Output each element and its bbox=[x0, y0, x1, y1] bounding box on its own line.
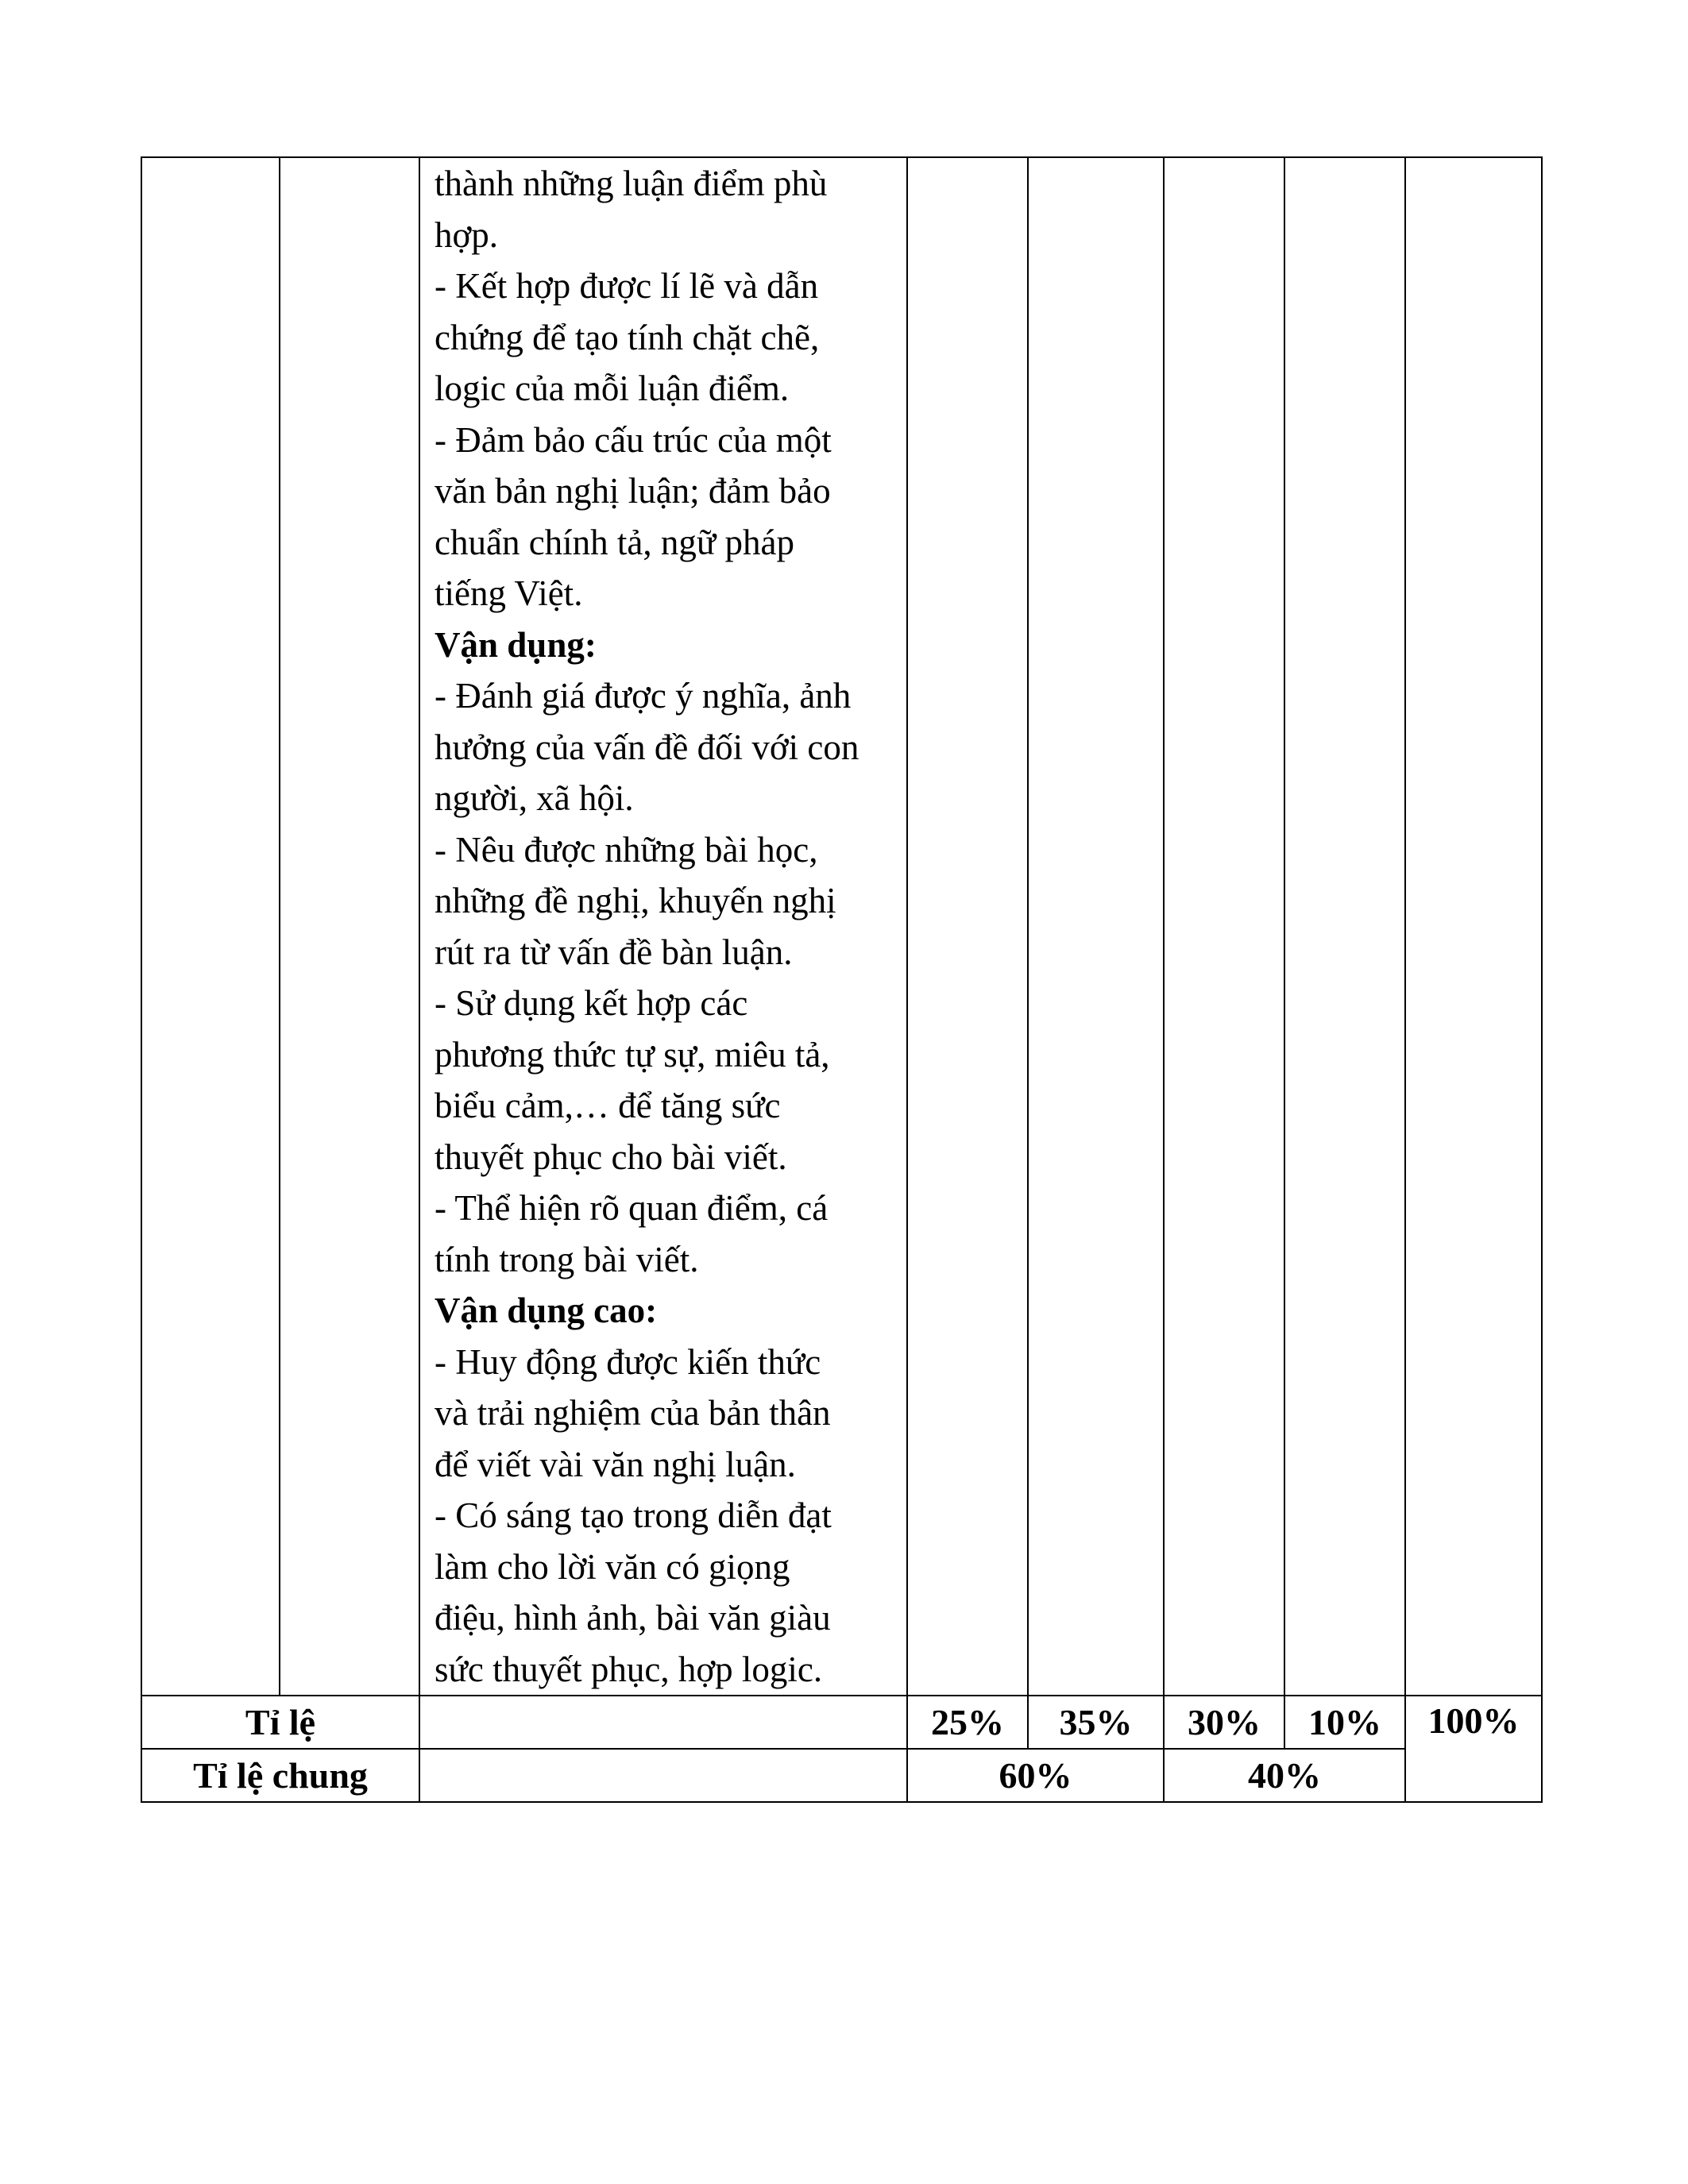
description-line: - Có sáng tạo trong diễn đạt bbox=[435, 1495, 832, 1535]
empty-cell-level-4 bbox=[1284, 157, 1405, 1696]
overall-ratio-value-advanced: 40% bbox=[1164, 1749, 1405, 1802]
empty-cell-level-1 bbox=[907, 157, 1028, 1696]
description-line: tiếng Việt. bbox=[435, 573, 583, 613]
overall-ratio-value-basic: 60% bbox=[907, 1749, 1164, 1802]
description-line: văn bản nghị luận; đảm bảo bbox=[435, 471, 831, 511]
description-line: thành những luận điểm phù bbox=[435, 164, 828, 203]
description-line: những đề nghị, khuyến nghị bbox=[435, 881, 836, 920]
ratio-value-understanding: 35% bbox=[1028, 1696, 1164, 1749]
description-line: - Kết hợp được lí lẽ và dẫn bbox=[435, 266, 819, 306]
description-line: rút ra từ vấn đề bàn luận. bbox=[435, 932, 793, 972]
description-line: hợp. bbox=[435, 214, 499, 255]
ratio-empty-cell bbox=[419, 1696, 907, 1749]
description-line: - Nêu được những bài học, bbox=[435, 829, 818, 870]
ratio-label: Tỉ lệ bbox=[141, 1696, 419, 1749]
content-row bbox=[141, 157, 1542, 1696]
description-line: - Huy động được kiến thức bbox=[435, 1341, 821, 1382]
description-line: để viết vài văn nghị luận. bbox=[435, 1444, 796, 1484]
description-line: - Đảm bảo cấu trúc của một bbox=[435, 419, 832, 460]
description-line: chuẩn chính tả, ngữ pháp bbox=[435, 522, 795, 562]
ratio-value-high-application: 10% bbox=[1284, 1696, 1405, 1749]
level-heading: Vận dụng: bbox=[435, 624, 597, 665]
description-line: sức thuyết phục, hợp logic. bbox=[435, 1649, 823, 1689]
empty-cell-total bbox=[1405, 157, 1542, 1696]
ratio-row bbox=[141, 1696, 1542, 1749]
description-line: chứng để tạo tính chặt chẽ, bbox=[435, 317, 820, 357]
level-heading: Vận dụng cao: bbox=[435, 1291, 658, 1330]
description-line: hưởng của vấn đề đối với con bbox=[435, 727, 859, 767]
empty-cell-level-2 bbox=[1028, 157, 1164, 1696]
description-line: - Sử dụng kết hợp các bbox=[435, 983, 748, 1023]
assessment-matrix-table bbox=[141, 156, 1543, 1803]
ratio-value-recognition: 25% bbox=[907, 1696, 1028, 1749]
description-line: điệu, hình ảnh, bài văn giàu bbox=[435, 1598, 831, 1638]
overall-ratio-label: Tỉ lệ chung bbox=[141, 1749, 419, 1802]
overall-ratio-empty-cell bbox=[419, 1749, 907, 1802]
description-line: - Đánh giá được ý nghĩa, ảnh bbox=[435, 676, 852, 716]
description-line: logic của mỗi luận điểm. bbox=[435, 369, 790, 408]
empty-cell-unit bbox=[280, 157, 419, 1696]
description-line: thuyết phục cho bài viết. bbox=[435, 1136, 787, 1177]
empty-cell-topic bbox=[141, 157, 280, 1696]
description-line: biểu cảm,… để tăng sức bbox=[435, 1086, 781, 1125]
description-line: làm cho lời văn có giọng bbox=[435, 1546, 790, 1587]
empty-cell-level-3 bbox=[1164, 157, 1284, 1696]
description-line: tính trong bài viết. bbox=[435, 1239, 699, 1279]
ratio-total: 100% bbox=[1405, 1696, 1542, 1802]
description-line: và trải nghiệm của bản thân bbox=[435, 1393, 831, 1433]
description-line: người, xã hội. bbox=[435, 778, 634, 818]
description-line: phương thức tự sự, miêu tả, bbox=[435, 1034, 830, 1075]
description-line: - Thể hiện rõ quan điểm, cá bbox=[435, 1188, 829, 1228]
ratio-value-application: 30% bbox=[1164, 1696, 1284, 1749]
overall-ratio-row bbox=[141, 1749, 1542, 1802]
requirement-description-cell bbox=[419, 157, 907, 1696]
